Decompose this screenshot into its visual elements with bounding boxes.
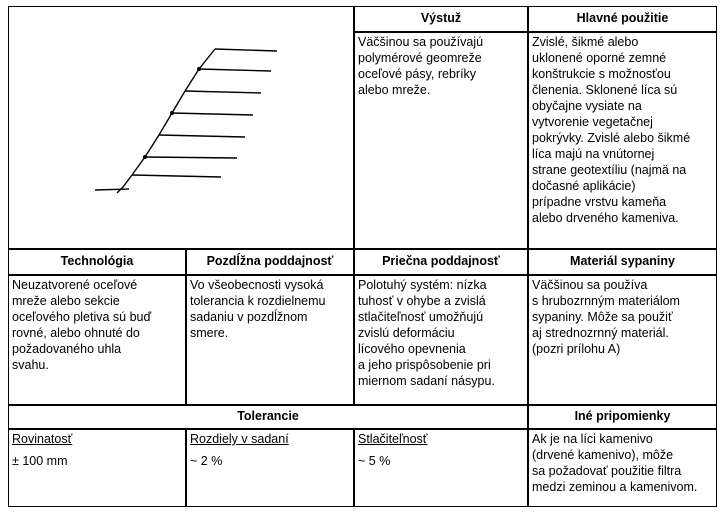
reinforcement-layer (199, 69, 271, 71)
reinforcement-layer (172, 113, 253, 115)
header-priecna-poddajnost: Priečna poddajnosť (354, 249, 528, 275)
header-hlavne-pouzitie: Hlavné použitie (528, 6, 717, 32)
tolerance-value: ~ 5 % (358, 454, 391, 469)
tolerance-label: Rovinatosť (12, 432, 73, 446)
tolerance-label: Stlačiteľnosť (358, 432, 428, 446)
reinforcement-layer (215, 49, 277, 51)
ground-line (95, 189, 129, 190)
tolerance-rovinatost (8, 429, 186, 507)
header-pozdlzna-poddajnost: Pozdĺžna poddajnosť (186, 249, 354, 275)
header-material-sypaniny: Materiál sypaniny (528, 249, 717, 275)
header-vystuz: Výstuž (354, 6, 528, 32)
cell-ine-pripomienky: Ak je na líci kamenivo (drvené kamenivo), môže sa požadovať použitie filtra medzi zeminou a kamenivom. (528, 429, 717, 507)
reinforcement-layer (145, 157, 237, 158)
cell-hlavne-pouzitie: Zvislé, šikmé alebo uklonené oporné zemné konštrukcie s možnosťou členenia. Sklonené líca sú obyčajne vysiate na vytvorenie vegetačnej pokrývky. Zvislé alebo šikmé líca majú na vnútornej strane geotextíliu (najmä na dočasné aplikácie) prípadne vrstvu kameňa alebo drveného kameniva. (528, 32, 717, 249)
slope-face (117, 49, 215, 193)
reinforced-slope-diagram (9, 7, 354, 249)
tolerance-value: ± 100 mm (12, 454, 68, 469)
tolerance-label: Rozdiely v sadaní (190, 432, 289, 446)
tolerance-rozdiely-v-sadani (186, 429, 354, 507)
header-tolerancie: Tolerancie (8, 405, 528, 429)
diagram-cell (8, 6, 354, 249)
tolerance-stlacitelnost (354, 429, 528, 507)
cell-priecna-poddajnost: Polotuhý systém: nízka tuhosť v ohybe a zvislá stlačiteľnosť umožňujú zvislú deformáciu lícového opevnenia a jeho prispôsobenie pri miernom sadaní násypu. (354, 275, 528, 405)
cell-pozdlzna-poddajnost: Vo všeobecnosti vysoká tolerancia k rozdielnemu sadaniu v pozdĺžnom smere. (186, 275, 354, 405)
header-technologia: Technológia (8, 249, 186, 275)
cell-technologia: Neuzatvorené oceľové mreže alebo sekcie oceľového pletiva sú buď rovné, alebo ohnuté do požadovaného uhla svahu. (8, 275, 186, 405)
header-ine-pripomienky: Iné pripomienky (528, 405, 717, 429)
cell-vystuz: Väčšinou sa používajú polymérové geomreže oceľové pásy, rebríky alebo mreže. (354, 32, 528, 249)
reinforcement-layer (132, 175, 221, 177)
reinforcement-layer (159, 135, 245, 137)
face-node (143, 155, 147, 159)
tolerance-value: ~ 2 % (190, 454, 223, 469)
face-node (197, 67, 201, 71)
cell-material-sypaniny: Väčšinou sa používa s hrubozrnným materiálom sypaniny. Môže sa použiť aj strednozrnný materiál. (pozri prílohu A) (528, 275, 717, 405)
face-node (170, 111, 174, 115)
reinforcement-layer (185, 91, 261, 93)
